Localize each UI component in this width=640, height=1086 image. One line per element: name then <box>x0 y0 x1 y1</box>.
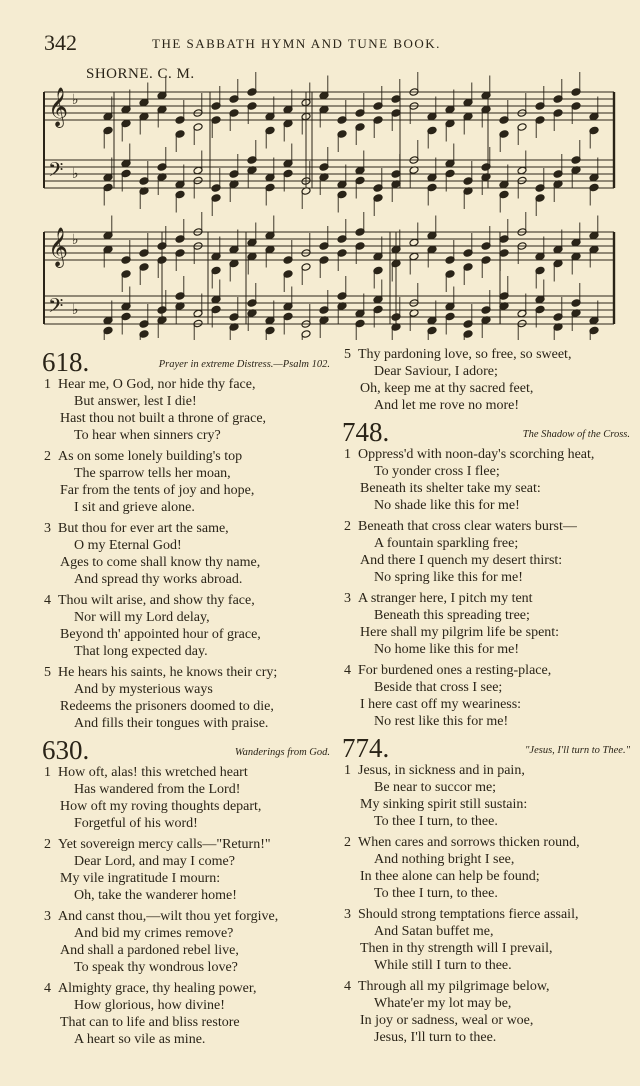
stanza-number: 3 <box>344 591 351 606</box>
stanza <box>340 590 640 658</box>
stanza-number: 3 <box>44 521 51 536</box>
verse-text: Forgetful of his word! <box>74 816 198 831</box>
verse-line <box>40 942 340 959</box>
verse-line <box>40 798 340 815</box>
verse-line <box>340 662 640 679</box>
stanza <box>340 834 640 902</box>
stanza <box>340 662 640 730</box>
verse-text: To speak thy wondrous love? <box>74 960 238 975</box>
verse-text: He hears his saints, he knows their cry; <box>58 665 278 680</box>
verse-line <box>340 380 640 397</box>
stanza-number: 4 <box>344 979 351 994</box>
verse-line <box>340 397 640 414</box>
verse-text: A stranger here, I pitch my tent <box>358 591 533 606</box>
verse-text: And Satan buffet me, <box>374 924 494 939</box>
stanza <box>40 448 340 516</box>
stanza-number: 4 <box>44 593 51 608</box>
stanza-number: 1 <box>44 377 51 392</box>
hymn-heading <box>340 734 640 762</box>
verse-line <box>40 537 340 554</box>
stanza <box>40 764 340 832</box>
stanza <box>340 762 640 830</box>
verse-text: Ages to come shall know thy name, <box>60 555 261 570</box>
verse-text: Nor will my Lord delay, <box>74 610 210 625</box>
verse-text: To thee I turn, to thee. <box>374 886 498 901</box>
stanza-number: 2 <box>44 449 51 464</box>
verse-line <box>40 376 340 393</box>
verse-line <box>340 446 640 463</box>
verse-line <box>40 959 340 976</box>
page-number: 342 <box>44 30 77 55</box>
verse-text: But thou for ever art the same, <box>58 521 229 536</box>
stanza-number: 4 <box>344 663 351 678</box>
stanza-number: 2 <box>344 519 351 534</box>
verse-text: And let me rove no more! <box>374 398 520 413</box>
verse-text: And canst thou,—wilt thou yet forgive, <box>58 909 279 924</box>
stanza <box>40 376 340 444</box>
verse-line <box>40 609 340 626</box>
verse-text: Be near to succor me; <box>374 780 497 795</box>
verse-text: Hast thou not built a throne of grace, <box>60 411 267 426</box>
verse-text: To hear when sinners cry? <box>74 428 221 443</box>
stanza <box>340 906 640 974</box>
hymn-number: 618. <box>42 347 90 377</box>
verse-line <box>40 698 340 715</box>
stanza <box>40 520 340 588</box>
verse-line <box>40 681 340 698</box>
stanza-number: 1 <box>44 765 51 780</box>
verse-text: No rest like this for me! <box>374 714 509 729</box>
verse-line <box>40 554 340 571</box>
stanza-number: 1 <box>344 763 351 778</box>
verse-line <box>340 885 640 902</box>
treble-clef-icon: 𝄞 <box>48 87 69 127</box>
verse-line <box>340 868 640 885</box>
verse-text: But answer, lest I die! <box>74 394 197 409</box>
verse-text: In thee alone can help be found; <box>360 869 540 884</box>
verse-text: That can to life and bliss restore <box>60 1015 240 1030</box>
stanza-number: 3 <box>44 909 51 924</box>
bass-clef-icon: 𝄢 <box>48 158 64 186</box>
verse-text: Yet sovereign mercy calls—"Return!" <box>58 837 271 852</box>
flat-icon: ♭ <box>72 166 79 182</box>
music-score <box>0 0 640 340</box>
verse-line <box>40 643 340 660</box>
verse-text: Beside that cross I see; <box>374 680 503 695</box>
verse-text: Beneath its shelter take my seat: <box>360 481 541 496</box>
verse-line <box>40 853 340 870</box>
verse-line <box>40 520 340 537</box>
stanza <box>40 664 340 732</box>
verse-line <box>340 641 640 658</box>
tune-meter: C. M. <box>157 66 195 82</box>
verse-text: And nothing bright I see, <box>374 852 515 867</box>
verse-line <box>340 923 640 940</box>
verse-line <box>340 940 640 957</box>
verse-text: Here shall my pilgrim life be spent: <box>360 625 560 640</box>
stanza <box>340 518 640 586</box>
verse-line <box>40 1031 340 1048</box>
verse-text: Dear Lord, and may I come? <box>74 854 235 869</box>
verse-line <box>40 815 340 832</box>
verse-line <box>340 518 640 535</box>
verse-line <box>40 887 340 904</box>
verse-text: Hear me, O God, nor hide thy face, <box>58 377 256 392</box>
hymn-heading <box>40 736 340 764</box>
verse-line <box>40 427 340 444</box>
verse-text: And bid my crimes remove? <box>74 926 234 941</box>
verse-line <box>340 480 640 497</box>
stanza-number: 5 <box>44 665 51 680</box>
verse-text: That long expected day. <box>74 644 208 659</box>
verse-line <box>340 906 640 923</box>
verse-line <box>340 569 640 586</box>
stanza-number: 2 <box>344 835 351 850</box>
flat-icon: ♭ <box>72 232 79 248</box>
hymn-title: "Jesus, I'll turn to Thee." <box>525 745 630 756</box>
verse-text: I here cast off my weariness: <box>360 697 522 712</box>
verse-text: For burdened ones a resting-place, <box>358 663 552 678</box>
verse-text: To thee I turn, to thee. <box>374 814 498 829</box>
verse-text: Thy pardoning love, so free, so sweet, <box>358 347 572 362</box>
verse-text: Redeems the prisoners doomed to die, <box>60 699 274 714</box>
verse-line <box>340 679 640 696</box>
verse-line <box>40 870 340 887</box>
stanza <box>340 446 640 514</box>
verse-text: When cares and sorrows thicken round, <box>358 835 580 850</box>
verse-text: Jesus, in sickness and in pain, <box>358 763 525 778</box>
verse-line <box>40 1014 340 1031</box>
verse-text: A heart so vile as mine. <box>74 1032 206 1047</box>
tune-name: SHORNE. <box>86 66 154 82</box>
stanza <box>40 980 340 1048</box>
stanza <box>340 346 640 414</box>
verse-line <box>40 626 340 643</box>
verse-line <box>340 779 640 796</box>
stanza-number: 4 <box>44 981 51 996</box>
verse-text: And by mysterious ways <box>74 682 213 697</box>
verse-text: My vile ingratitude I mourn: <box>60 871 221 886</box>
left-column <box>40 346 340 1052</box>
verse-text: The sparrow tells her moan, <box>74 466 231 481</box>
stanza-number: 1 <box>344 447 351 462</box>
verse-line <box>40 764 340 781</box>
verse-line <box>40 393 340 410</box>
verse-text: And shall a pardoned rebel live, <box>60 943 239 958</box>
verse-text: Oppress'd with noon-day's scorching heat, <box>358 447 595 462</box>
verse-text: How glorious, how divine! <box>74 998 225 1013</box>
verse-line <box>340 1012 640 1029</box>
verse-text: Then in thy strength will I prevail, <box>360 941 553 956</box>
verse-line <box>40 925 340 942</box>
verse-line <box>40 980 340 997</box>
verse-line <box>40 781 340 798</box>
hymn-title: Wanderings from God. <box>234 747 330 758</box>
running-head: THE SABBATH HYMN AND TUNE BOOK. <box>152 36 441 51</box>
verse-text: In joy or sadness, weal or woe, <box>360 1013 534 1028</box>
verse-text: My sinking spirit still sustain: <box>360 797 528 812</box>
verse-text: Should strong temptations fierce assail, <box>358 907 579 922</box>
verse-text: Jesus, I'll turn to thee. <box>374 1030 497 1045</box>
verse-line <box>340 978 640 995</box>
verse-line <box>340 851 640 868</box>
verse-text: No home like this for me! <box>374 642 520 657</box>
flat-icon: ♭ <box>72 92 79 108</box>
verse-line <box>340 995 640 1012</box>
stanza-number: 5 <box>344 347 351 362</box>
verse-line <box>340 535 640 552</box>
treble-clef-icon: 𝄞 <box>48 227 69 267</box>
verse-text: Through all my pilgrimage below, <box>358 979 550 994</box>
verse-text: No shade like this for me! <box>374 498 520 513</box>
verse-text: As on some lonely building's top <box>58 449 243 464</box>
stanza-number: 3 <box>344 907 351 922</box>
verse-text: To yonder cross I flee; <box>374 464 500 479</box>
verse-line <box>340 607 640 624</box>
hymn-title: Prayer in extreme Distress.—Psalm 102. <box>158 359 330 370</box>
verse-line <box>40 836 340 853</box>
stanza <box>40 908 340 976</box>
verse-line <box>40 715 340 732</box>
verse-text: Oh, keep me at thy sacred feet, <box>360 381 534 396</box>
verse-text: O my Eternal God! <box>74 538 182 553</box>
verse-text: I sit and grieve alone. <box>74 500 195 515</box>
verse-text: And spread thy works abroad. <box>74 572 243 587</box>
verse-text: And fills their tongues with praise. <box>74 716 269 731</box>
verse-line <box>40 592 340 609</box>
verse-text: Almighty grace, thy healing power, <box>58 981 257 996</box>
verse-line <box>340 624 640 641</box>
verse-line <box>340 590 640 607</box>
verse-text: And there I quench my desert thirst: <box>360 553 563 568</box>
verse-line <box>340 1029 640 1046</box>
hymn-number: 774. <box>342 733 390 763</box>
verse-line <box>40 664 340 681</box>
verse-line <box>340 497 640 514</box>
verse-line <box>340 363 640 380</box>
hymn-heading <box>40 348 340 376</box>
verse-line <box>340 346 640 363</box>
stanza <box>340 978 640 1046</box>
verse-line <box>40 499 340 516</box>
verse-text: Beneath that cross clear waters burst— <box>358 519 577 534</box>
verse-line <box>340 813 640 830</box>
verse-line <box>40 410 340 427</box>
verse-text: Far from the tents of joy and hope, <box>60 483 255 498</box>
verse-line <box>340 957 640 974</box>
verse-line <box>340 762 640 779</box>
verse-line <box>40 997 340 1014</box>
verse-text: Beneath this spreading tree; <box>374 608 530 623</box>
verse-line <box>40 482 340 499</box>
verse-text: How oft, alas! this wretched heart <box>58 765 248 780</box>
hymn-number: 630. <box>42 735 90 765</box>
verse-text: How oft my roving thoughts depart, <box>60 799 262 814</box>
verse-text: Has wandered from the Lord! <box>74 782 241 797</box>
verse-text: Beyond th' appointed hour of grace, <box>60 627 261 642</box>
hymn-title: The Shadow of the Cross. <box>522 429 630 440</box>
verse-line <box>40 571 340 588</box>
verse-text: Whate'er my lot may be, <box>374 996 512 1011</box>
verse-line <box>40 465 340 482</box>
verse-text: Oh, take the wanderer home! <box>74 888 237 903</box>
verse-text: While still I turn to thee. <box>374 958 512 973</box>
verse-text: A fountain sparkling free; <box>374 536 519 551</box>
hymn-number: 748. <box>342 417 390 447</box>
bass-clef-icon: 𝄢 <box>48 294 64 322</box>
verse-text: Dear Saviour, I adore; <box>374 364 498 379</box>
verse-line <box>340 713 640 730</box>
verse-text: No spring like this for me! <box>374 570 523 585</box>
verse-line <box>340 463 640 480</box>
verse-line <box>340 552 640 569</box>
flat-icon: ♭ <box>72 302 79 318</box>
verse-text: Thou wilt arise, and show thy face, <box>58 593 255 608</box>
stanza <box>40 836 340 904</box>
verse-line <box>340 834 640 851</box>
stanza-number: 2 <box>44 837 51 852</box>
hymn-heading <box>340 418 640 446</box>
stanza <box>40 592 340 660</box>
verse-line <box>340 796 640 813</box>
verse-line <box>40 448 340 465</box>
verse-line <box>340 696 640 713</box>
right-column <box>340 346 640 1050</box>
verse-line <box>40 908 340 925</box>
